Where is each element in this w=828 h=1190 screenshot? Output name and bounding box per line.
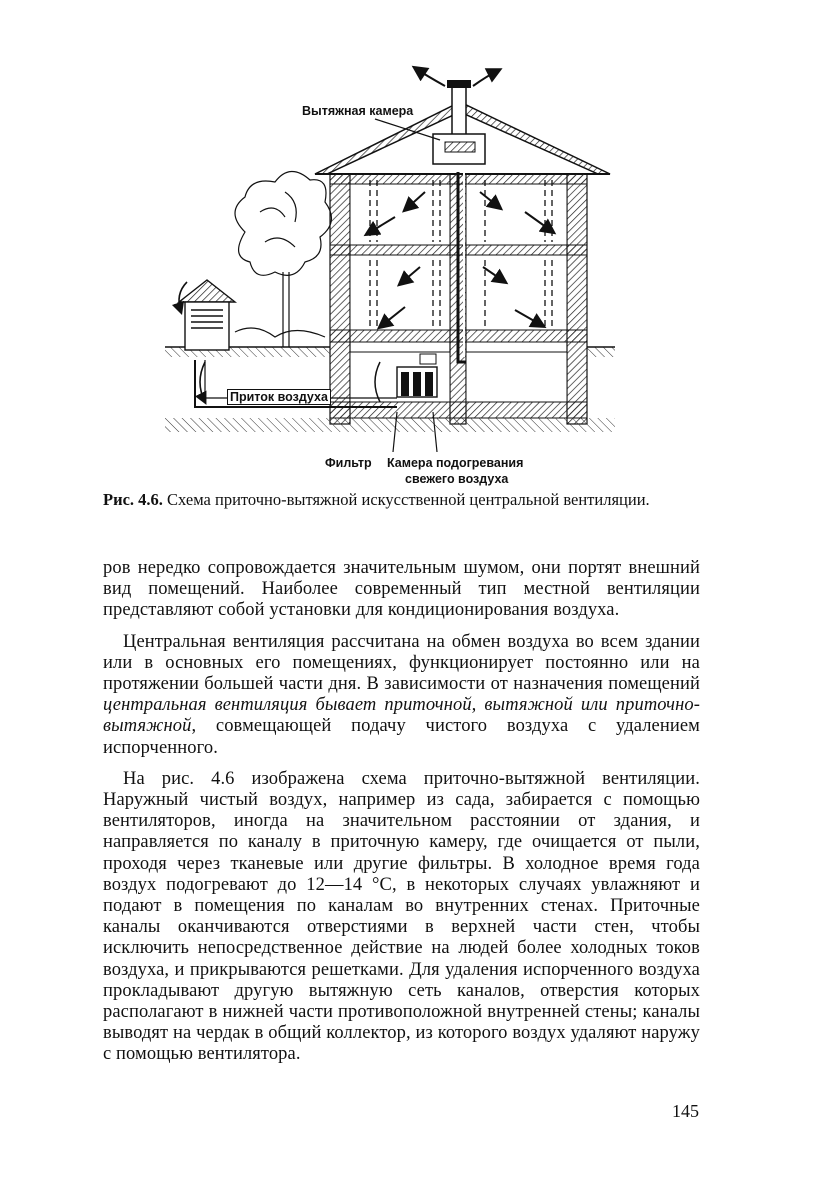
exhaust-pipe	[433, 80, 485, 164]
figure-caption	[103, 490, 700, 510]
body-text	[103, 558, 700, 1066]
label-heating-chamber-2: свежего воздуха	[405, 472, 509, 486]
caption-text: Схема приточно-вытяжной искусственной центральной вентиляции.	[167, 490, 650, 509]
label-exhaust-chamber: Вытяжная камера	[302, 104, 414, 118]
paragraph-1: ров нередко сопровождается значительным шумом, они портят внешний вид помещений. Наиболее современный тип местной вентиляции представляют собой установки для кондиционирования воздуха.	[103, 558, 700, 621]
figure-number: Рис. 4.6.	[103, 490, 163, 509]
ventilation-figure	[165, 62, 615, 492]
label-heating-chamber: Камера подогревания	[387, 456, 524, 470]
air-intake-booth	[179, 280, 235, 350]
paragraph-3: На рис. 4.6 изображена схема приточно-вытяжной вентиляции. Наружный чистый воздух, например из сада, забирается с помощью вентиляторов, иногда на значительном расстоянии от здания, и направляется по каналу в приточную камеру, где очищается от пыли, проходя через тканевые или другие фильтры. В холодное время года воздух подогревают до 12—14 °С, в некоторых случаях увлажняют и подают в помещения по каналам во внутренних стенах. Приточные каналы оканчиваются отверстиями в верхней части стен, чтобы исключить непосредственное действие на людей более холодных токов воздуха, и прикрываются решетками. Для удаления испорченного воздуха прокладывают другую вытяжную сеть каналов, отверстия которых располагают в нижней части противоположной внутренней стены; каналы выводят на чердак в общий коллектор, из которого воздух удаляют наружу с помощью вентилятора.	[103, 768, 700, 1065]
tree	[235, 171, 331, 347]
paragraph-2-start: Центральная вентиляция рассчитана на обмен воздуха во всем здании или в основных его помещениях, функционирует постоянно или на протяжении большей части дня. В зависимости от назначения помещений	[103, 631, 700, 695]
paragraph-2	[103, 632, 700, 759]
label-air-intake: Приток воздуха	[227, 389, 331, 405]
label-filter: Фильтр	[325, 456, 372, 470]
house-ventilation-diagram	[165, 62, 615, 492]
paragraph-2-end: , совмещающей подачу чистого воздуха с удалением испорченного.	[103, 716, 700, 758]
paragraph-2-italic: центральная вентиляция бывает приточной, вытяжной или приточно-вытяжной	[103, 695, 700, 737]
page-number: 145	[672, 1101, 699, 1121]
